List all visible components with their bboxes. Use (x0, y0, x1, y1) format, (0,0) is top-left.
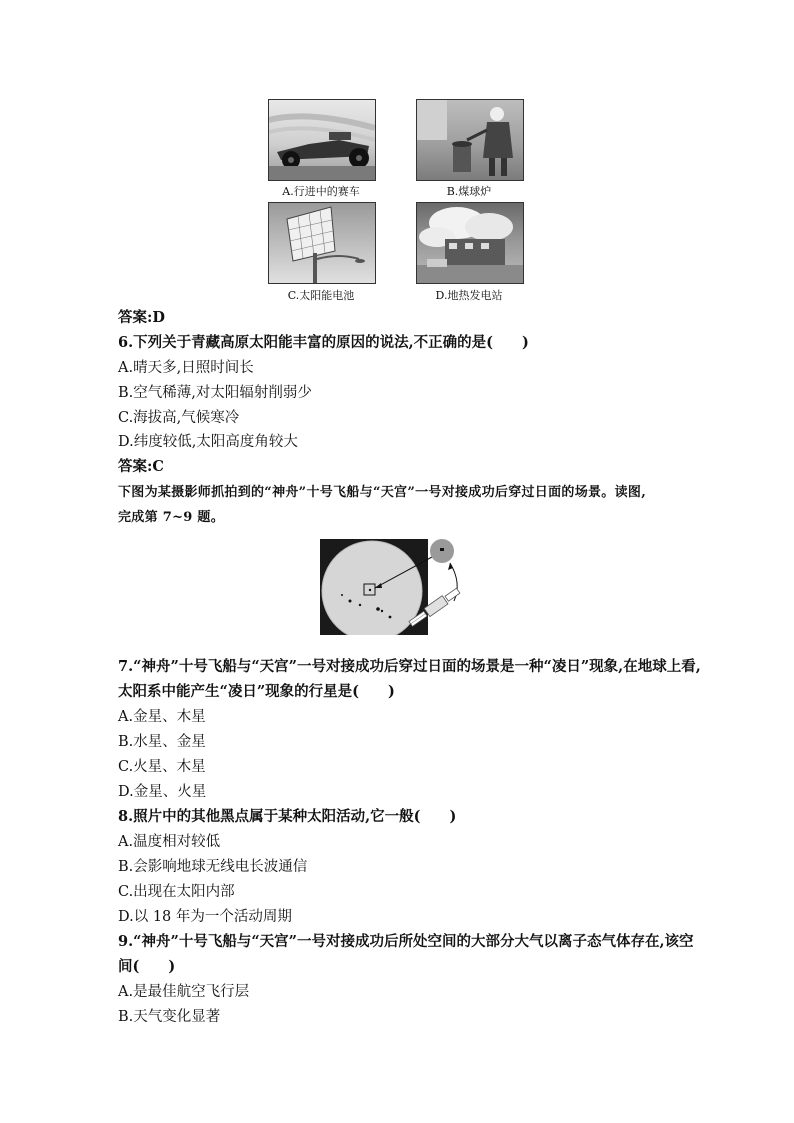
coal-stove-photo (416, 99, 524, 181)
caption-c: C.太阳能电池 (287, 289, 355, 302)
question-6-option-b: B.空气稀薄,对太阳辐射削弱少 (118, 385, 312, 401)
question-8-option-c: C.出现在太阳内部 (118, 884, 235, 900)
race-car-photo (268, 99, 376, 181)
reading-intro-line-1: 下图为某摄影师抓拍到的“神舟”十号飞船与“天宫”一号对接成功后穿过日面的场景。读图, (118, 485, 647, 500)
question-9-stem-line-2: 间( ) (118, 958, 176, 975)
sun-transit-figure (320, 539, 470, 635)
caption-a: A.行进中的赛车 (282, 185, 360, 198)
question-8-option-a: A.温度相对较低 (118, 834, 221, 850)
question-7-option-a: A.金星、木星 (118, 709, 206, 725)
question-7-option-b: B.水星、金星 (118, 734, 206, 750)
solar-panel-photo (268, 202, 376, 284)
question-7-stem-line-1: 7.“神舟”十号飞船与“天宫”一号对接成功后穿过日面的场景是一种“凌日”现象,在地球上看, (118, 658, 701, 675)
reading-intro-line-2: 完成第 7~9 题。 (118, 510, 225, 525)
question-8-option-d: D.以 18 年为一个活动周期 (118, 909, 292, 925)
question-9-option-b: B.天气变化显著 (118, 1009, 221, 1025)
question-7-option-d: D.金星、火星 (118, 784, 207, 800)
question-9-stem-line-1: 9.“神舟”十号飞船与“天宫”一号对接成功后所处空间的大部分大气以离子态气体存在,该空 (118, 933, 694, 950)
question-7-stem-line-2: 太阳系中能产生“凌日”现象的行星是( ) (118, 683, 395, 700)
question-7-option-c: C.火星、木星 (118, 759, 206, 775)
question-9-option-a: A.是最佳航空飞行层 (118, 984, 250, 1000)
question-6-option-c: C.海拔高,气候寒冷 (118, 410, 240, 426)
question-6-option-d: D.纬度较低,太阳高度角较大 (118, 434, 298, 450)
geothermal-plant-photo (416, 202, 524, 284)
caption-d: D.地热发电站 (435, 289, 503, 302)
question-8-option-b: B.会影响地球无线电长波通信 (118, 859, 308, 875)
question-6-option-a: A.晴天多,日照时间长 (118, 360, 254, 376)
question-6-stem: 6.下列关于青藏高原太阳能丰富的原因的说法,不正确的是( ) (118, 334, 529, 351)
answer-6: 答案:C (118, 458, 164, 475)
question-8-stem: 8.照片中的其他黑点属于某种太阳活动,它一般( ) (118, 808, 457, 825)
caption-b: B.煤球炉 (446, 185, 492, 198)
answer-5: 答案:D (118, 309, 165, 326)
